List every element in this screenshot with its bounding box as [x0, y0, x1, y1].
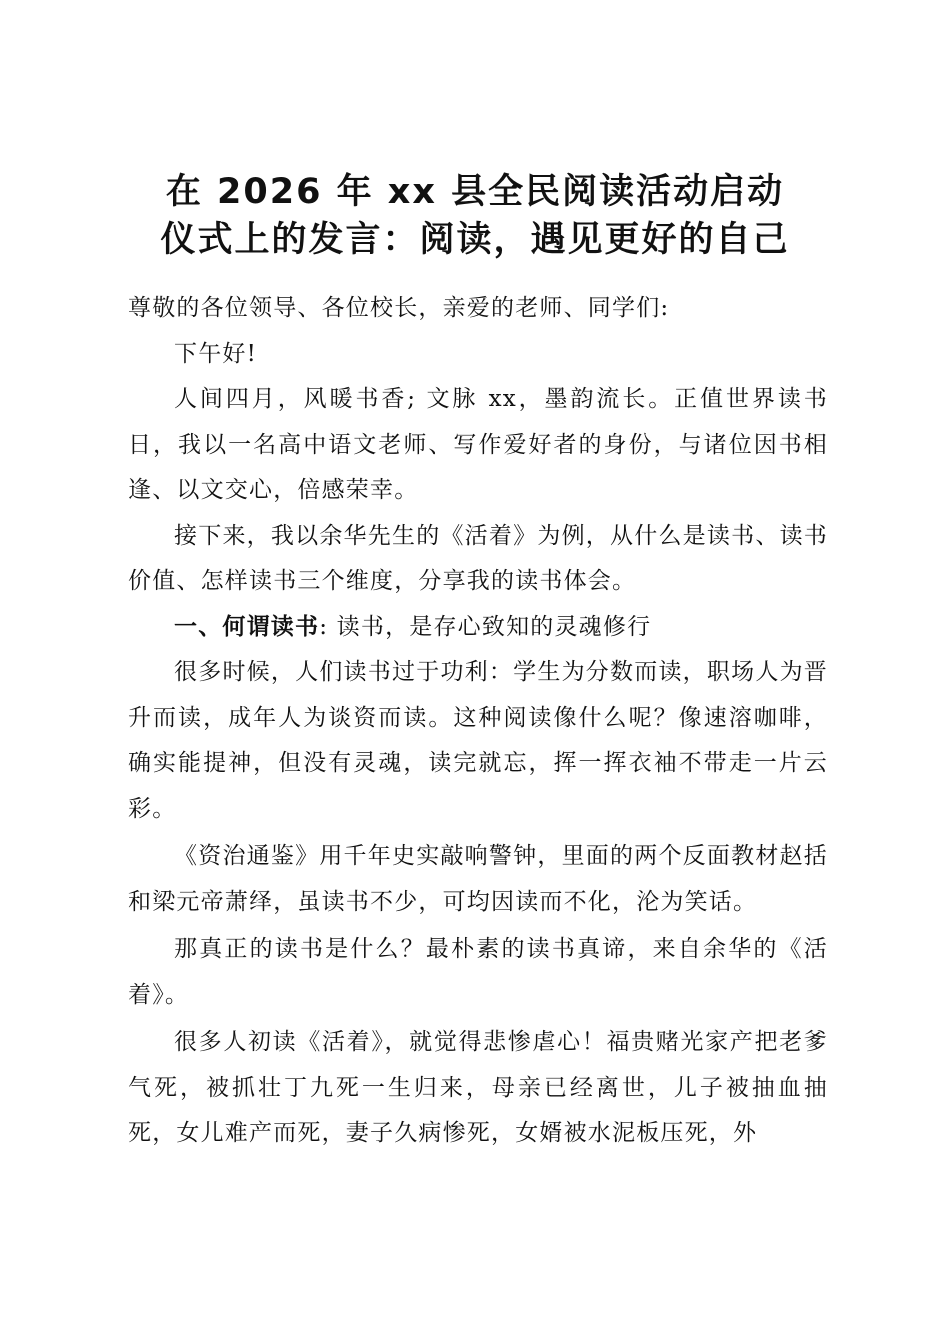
- title-line-1: 在 2026 年 xx 县全民阅读活动启动: [165, 172, 785, 212]
- greeting: 下午好!: [174, 340, 258, 367]
- paragraph: 那真正的读书是什么？最朴素的读书真谛，来自余华的《活着》。: [128, 936, 828, 1008]
- title-line-2: 仪式上的发言：阅读，遇见更好的自己: [160, 220, 790, 260]
- salutation: 尊敬的各位领导、各位校长，亲爱的老师、同学们:: [128, 295, 670, 321]
- section-heading-label: 一、何谓读书: [174, 613, 320, 640]
- paragraph: 人间四月，风暖书香; 文脉 xx，墨韵流长。正值世界读书日，我以一名高中语文老师、写作爱好者的身份，与诸位因书相逢、以文交心，倍感荣幸。: [128, 386, 828, 503]
- paragraph: 很多人初读《活着》，就觉得悲惨虐心！福贵赌光家产把老爹气死，被抓壮丁九死一生归来，母亲已经离世，儿子被抽血抽死，女儿难产而死，妻子久病惨死，女婿被水泥板压死，外: [128, 1029, 828, 1146]
- section-heading: [128, 605, 828, 651]
- speech-body: [128, 286, 828, 1157]
- paragraph: 接下来，我以余华先生的《活着》为例，从什么是读书、读书价值、怎样读书三个维度，分享我的读书体会。: [128, 522, 828, 594]
- paragraph: 《资治通鉴》用千年史实敲响警钟，里面的两个反面教材赵括和梁元帝萧绎，虽读书不少，可均因读而不化，沦为笑话。: [128, 843, 828, 915]
- paragraph: 很多时候，人们读书过于功利：学生为分数而读，职场人为晋升而读，成年人为谈资而读。这种阅读像什么呢？像速溶咖啡，确实能提神，但没有灵魂，读完就忘，挥一挥衣袖不带走一片云彩。: [128, 659, 828, 822]
- section-heading-subtitle: : 读书，是存心致知的灵魂修行: [319, 613, 652, 640]
